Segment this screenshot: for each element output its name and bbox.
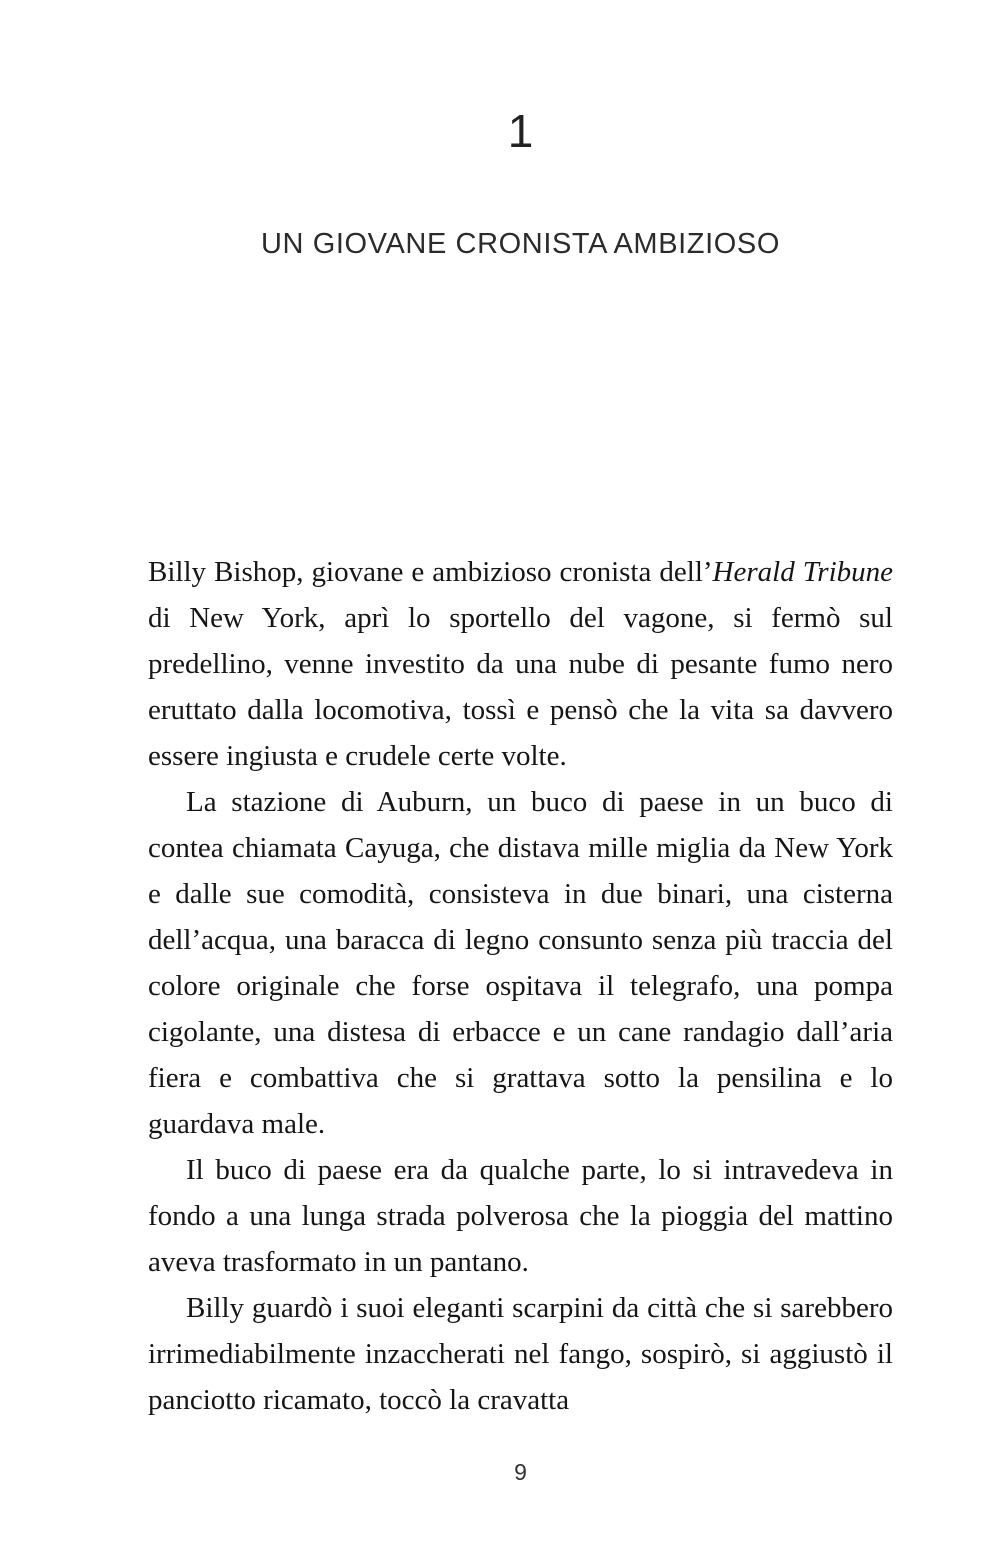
italic-text-run: Herald Tribune: [712, 556, 893, 588]
body-text: [148, 549, 893, 1423]
paragraph: [148, 1285, 893, 1423]
paragraph: [148, 1147, 893, 1285]
text-run: Billy guardò i suoi eleganti scarpini da città che si sarebbero irrimediabilmente inzaccherati nel fango, sospirò, si aggiustò il panciotto ricamato, toccò la cravatta: [148, 1292, 893, 1416]
page-number: 9: [514, 1459, 527, 1485]
text-run: di New York, aprì lo sportello del vagone, si fermò sul predellino, venne investito da una nube di pesante fumo nero eruttato dalla locomotiva, tossì e pensò che la vita sa davvero essere ingiusta e crudele certe volte.: [148, 602, 893, 772]
chapter-number: 1: [507, 105, 534, 157]
paragraph: [148, 779, 893, 1147]
text-run: Il buco di paese era da qualche parte, lo si intravedeva in fondo a una lunga strada polverosa che la pioggia del mattino aveva trasformato in un pantano.: [148, 1154, 893, 1278]
paragraph: [148, 549, 893, 779]
chapter-title: UN GIOVANE CRONISTA AMBIZIOSO: [260, 228, 781, 260]
text-run: Billy Bishop, giovane e ambizioso cronista dell’: [148, 556, 713, 588]
text-run: La stazione di Auburn, un buco di paese in un buco di contea chiamata Cayuga, che distava mille miglia da New York e dalle sue comodità, consisteva in due binari, una cisterna dell’acqua, una baracca di legno consunto senza più traccia del colore originale che forse ospitava il telegrafo, una pompa cigolante, una distesa di erbacce e un cane randagio dall’aria fiera e combattiva che si grattava sotto la pensilina e lo guardava male.: [148, 786, 893, 1140]
